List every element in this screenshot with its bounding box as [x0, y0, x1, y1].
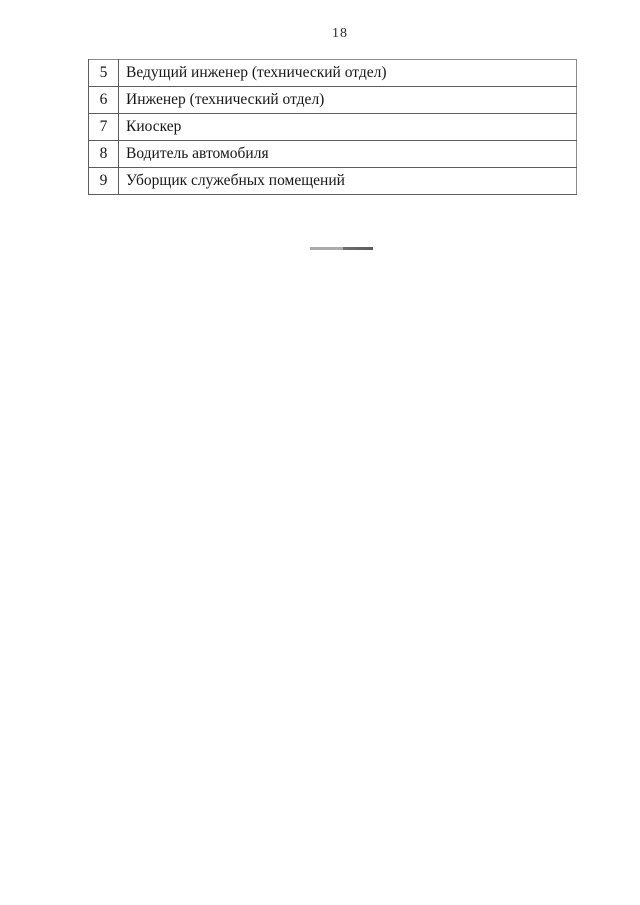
row-title: Уборщик служебных помещений: [119, 168, 577, 195]
table-body: [89, 60, 577, 195]
end-of-section-rule: [310, 247, 373, 250]
row-title: Водитель автомобиля: [119, 141, 577, 168]
row-number: 6: [89, 87, 119, 114]
row-title: Ведущий инженер (технический отдел): [119, 60, 577, 87]
row-title: Киоскер: [119, 114, 577, 141]
table-row: [89, 141, 577, 168]
row-number: 9: [89, 168, 119, 195]
row-title: Инженер (технический отдел): [119, 87, 577, 114]
page-number: 18: [332, 26, 348, 41]
row-number: 7: [89, 114, 119, 141]
table-row: [89, 87, 577, 114]
table-row: [89, 168, 577, 195]
table-row: [89, 60, 577, 87]
row-number: 8: [89, 141, 119, 168]
positions-table: [88, 59, 577, 195]
row-number: 5: [89, 60, 119, 87]
table-row: [89, 114, 577, 141]
